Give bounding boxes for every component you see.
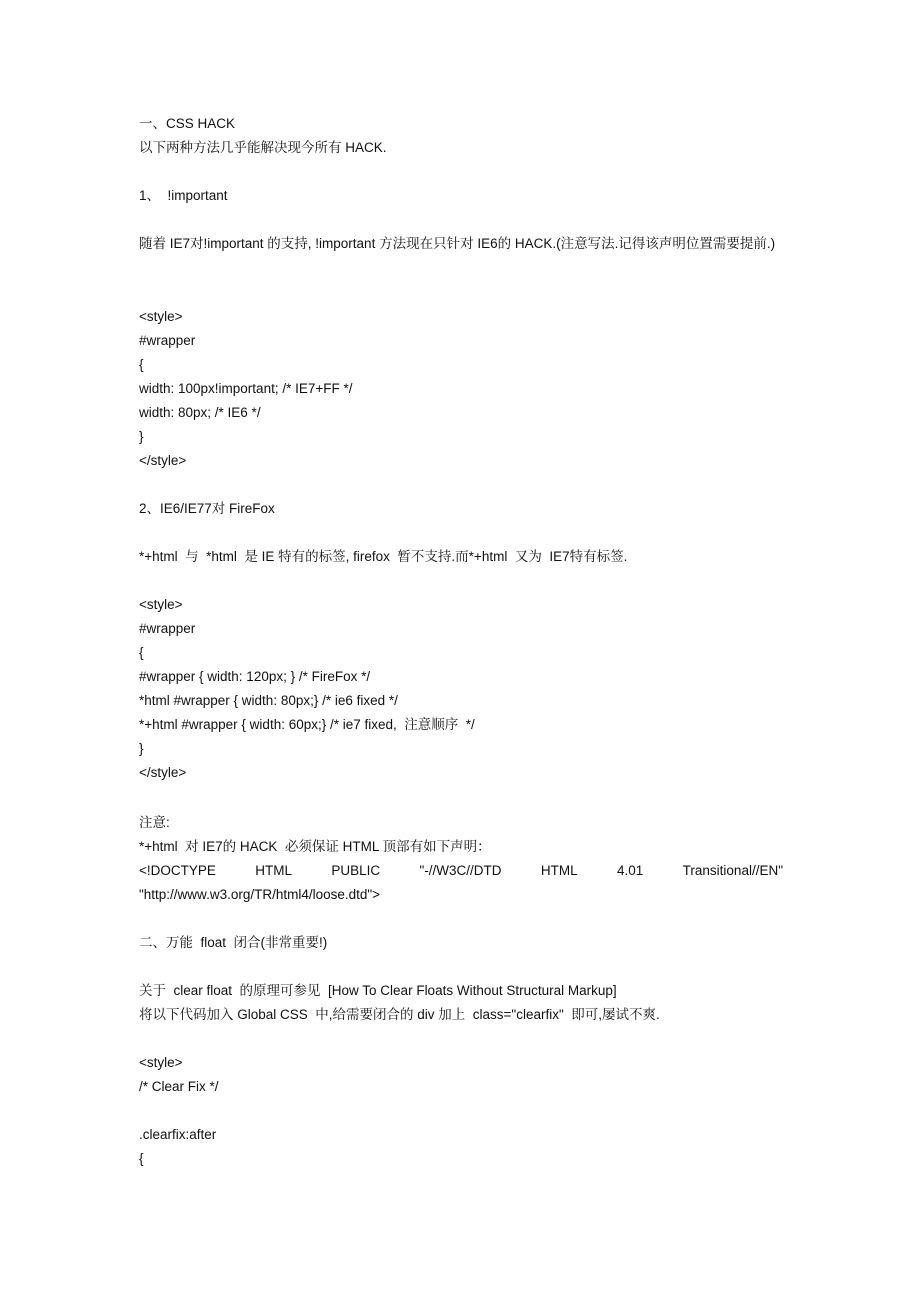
note-text: *+html 对 IE7的 HACK 必须保证 HTML 顶部有如下声明： [139, 839, 491, 854]
code-line: .clearfix:after [139, 1127, 217, 1142]
code-line: } [139, 741, 144, 756]
item1-description: 随着 IE7对!important 的支持, !important 方法现在只针对 IE6的 HACK.(注意写法.记得该声明位置需要提前.) [139, 236, 776, 251]
item2-description: *+html 与 *html 是 IE 特有的标签, firefox 暂不支持.而*+html 又为 IE7特有标签. [139, 549, 628, 564]
doctype-token: 4.01 [617, 863, 644, 878]
code-line: <style> [139, 597, 183, 612]
code-line: </style> [139, 453, 187, 468]
section1-intro: 以下两种方法几乎能解决现今所有 HACK. [139, 140, 387, 155]
code-line: { [139, 357, 144, 372]
code-line: <style> [139, 309, 183, 324]
code-line: { [139, 645, 144, 660]
code-line: </style> [139, 765, 187, 780]
code-line: } [139, 429, 144, 444]
doctype-token: Transitional//EN" [682, 863, 783, 878]
doctype-token: PUBLIC [331, 863, 381, 878]
code-line: width: 80px; /* IE6 */ [139, 405, 261, 420]
section1-heading: 一、CSS HACK [139, 116, 236, 131]
doctype-token: "-//W3C//DTD [419, 863, 502, 878]
reference-line: 关于 clear float 的原理可参见 [How To Clear Floats Without Structural Markup] [139, 983, 617, 998]
doctype-token: HTML [540, 863, 578, 878]
doctype-token: HTML [255, 863, 293, 878]
code-line: *+html #wrapper { width: 60px;} /* ie7 fixed, 注意顺序 */ [139, 717, 475, 732]
code-line: *html #wrapper { width: 80px;} /* ie6 fixed */ [139, 693, 398, 708]
item2-title: 2、IE6/IE77对 FireFox [139, 501, 275, 516]
item1-title: 1、 !important [139, 188, 228, 203]
note-label: 注意: [139, 815, 170, 830]
doctype-declaration [139, 863, 783, 879]
code-line: #wrapper [139, 333, 196, 348]
section2-heading: 二、万能 float 闭合(非常重要!) [139, 935, 328, 950]
code-line: #wrapper [139, 621, 196, 636]
code-line: /* Clear Fix */ [139, 1079, 219, 1094]
doctype-token: <!DOCTYPE [139, 863, 216, 878]
instruction-line: 将以下代码加入 Global CSS 中,给需要闭合的 div 加上 class="clearfix" 即可,屡试不爽. [139, 1007, 660, 1022]
code-line: { [139, 1151, 144, 1166]
code-line: width: 100px!important; /* IE7+FF */ [139, 381, 353, 396]
code-line: <style> [139, 1055, 183, 1070]
code-line: #wrapper { width: 120px; } /* FireFox */ [139, 669, 371, 684]
doctype-url: "http://www.w3.org/TR/html4/loose.dtd"> [139, 887, 381, 902]
